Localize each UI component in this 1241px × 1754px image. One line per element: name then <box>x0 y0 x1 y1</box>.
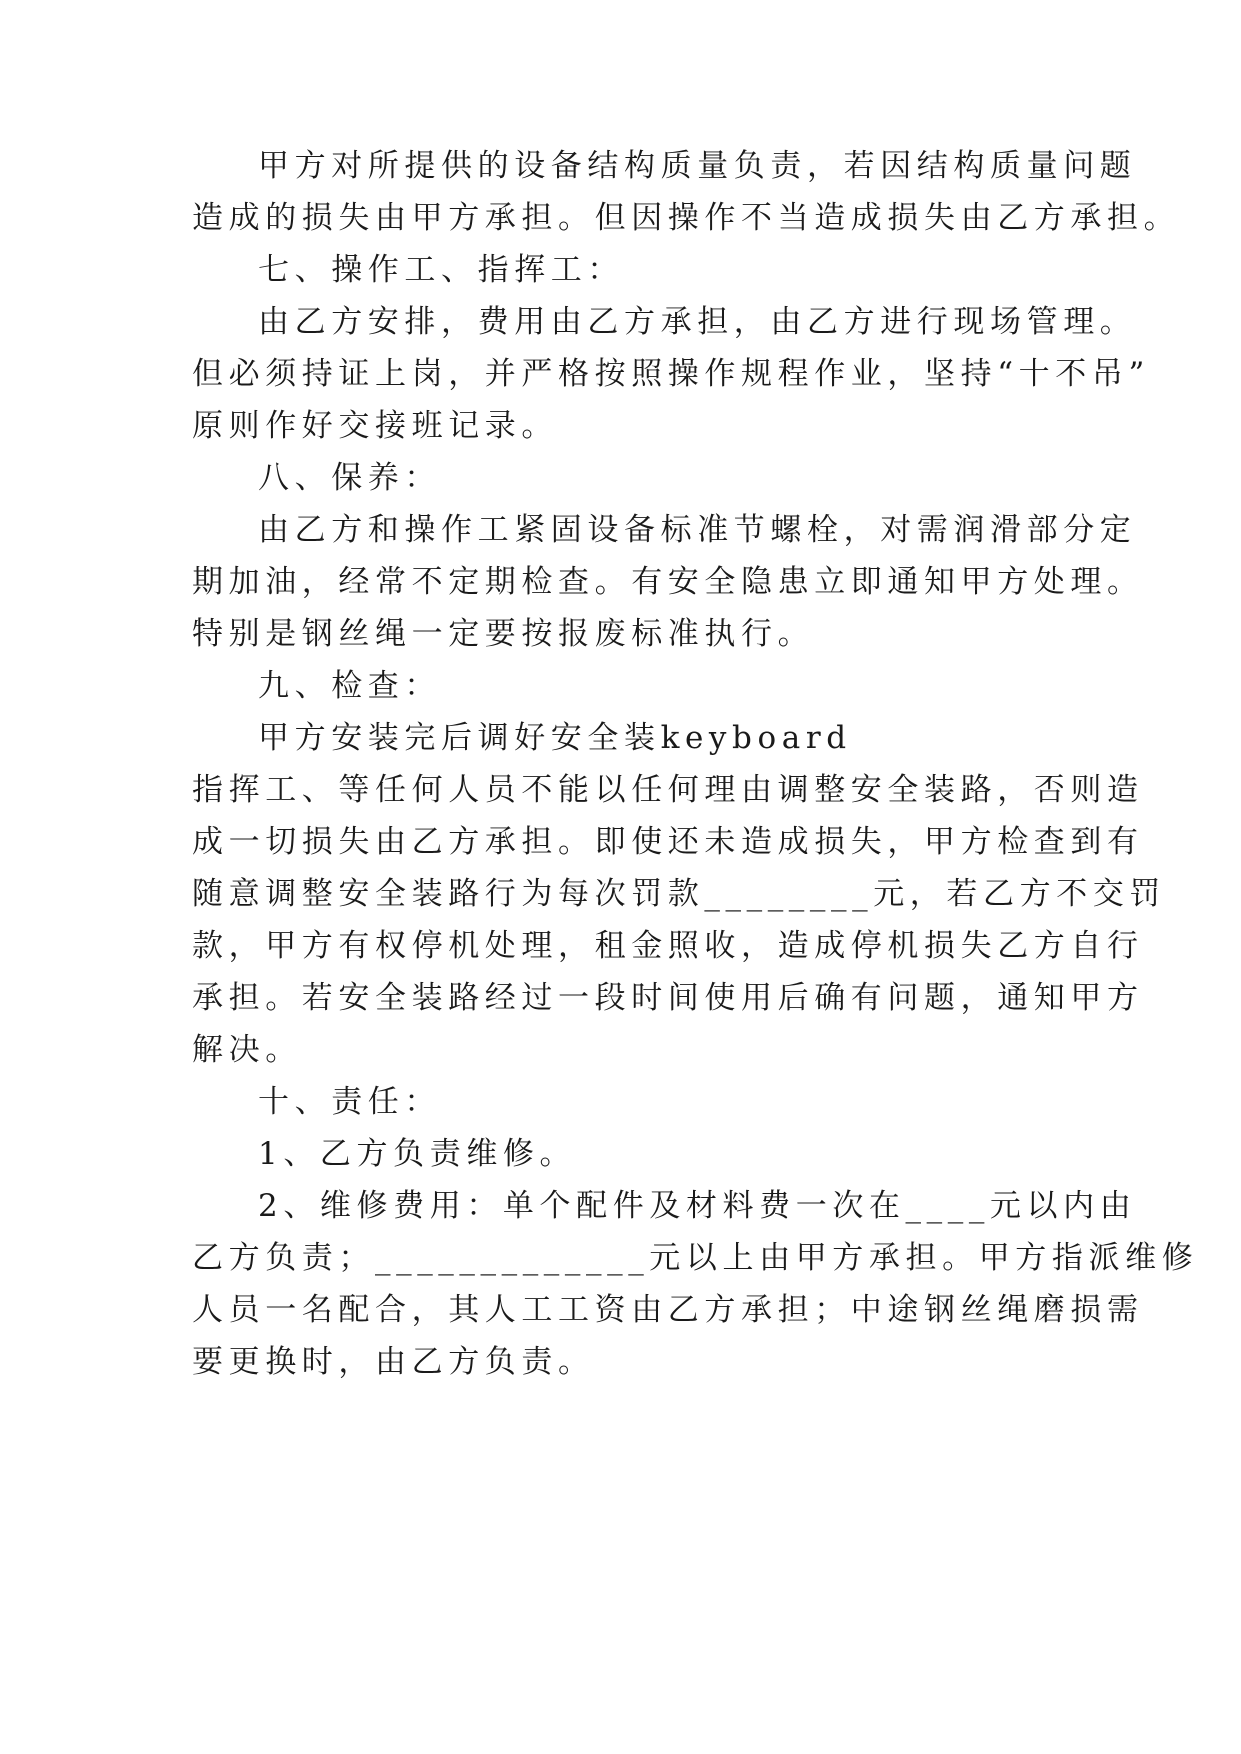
section-heading: 八、保养： <box>258 460 441 496</box>
paragraph-line: 期加油，经常不定期检查。有安全隐患立即通知甲方处理。 <box>192 564 1144 600</box>
paragraph-line: 承担。若安全装路经过一段时间使用后确有问题，通知甲方 <box>192 980 1144 1016</box>
paragraph-line: 解决。 <box>192 1032 302 1068</box>
paragraph-line: 成一切损失由乙方承担。即使还未造成损失，甲方检查到有 <box>192 824 1144 860</box>
paragraph-line: 甲方对所提供的设备结构质量负责，若因结构质量问题 <box>258 148 1137 184</box>
paragraph-line: 甲方安装完后调好安全装keyboard <box>258 720 852 756</box>
paragraph-line: 指挥工、等任何人员不能以任何理由调整安全装路，否则造 <box>192 772 1144 808</box>
section-heading: 九、检查： <box>258 668 441 704</box>
section-heading: 七、操作工、指挥工： <box>258 252 624 288</box>
paragraph-line: 原则作好交接班记录。 <box>192 408 558 444</box>
list-item: 1、乙方负责维修。 <box>258 1136 577 1172</box>
paragraph-line: 人员一名配合，其人工工资由乙方承担；中途钢丝绳磨损需 <box>192 1292 1144 1328</box>
paragraph-line: 要更换时，由乙方负责。 <box>192 1344 595 1380</box>
paragraph-line: 特别是钢丝绳一定要按报废标准执行。 <box>192 616 815 652</box>
paragraph-line: 但必须持证上岗，并严格按照操作规程作业，坚持“十不吊” <box>192 356 1150 392</box>
list-item: 2、维修费用：单个配件及材料费一次在____元以内由 <box>258 1188 1137 1224</box>
section-heading: 十、责任： <box>258 1084 441 1120</box>
paragraph-line: 造成的损失由甲方承担。但因操作不当造成损失由乙方承担。 <box>192 200 1181 236</box>
paragraph-line: 乙方负责；_____________元以上由甲方承担。甲方指派维修 <box>192 1240 1199 1276</box>
paragraph-line: 款，甲方有权停机处理，租金照收，造成停机损失乙方自行 <box>192 928 1144 964</box>
paragraph-line: 随意调整安全装路行为每次罚款________元，若乙方不交罚 <box>192 876 1166 912</box>
paragraph-line: 由乙方和操作工紧固设备标准节螺栓，对需润滑部分定 <box>258 512 1137 548</box>
paragraph-line: 由乙方安排，费用由乙方承担，由乙方进行现场管理。 <box>258 304 1137 340</box>
